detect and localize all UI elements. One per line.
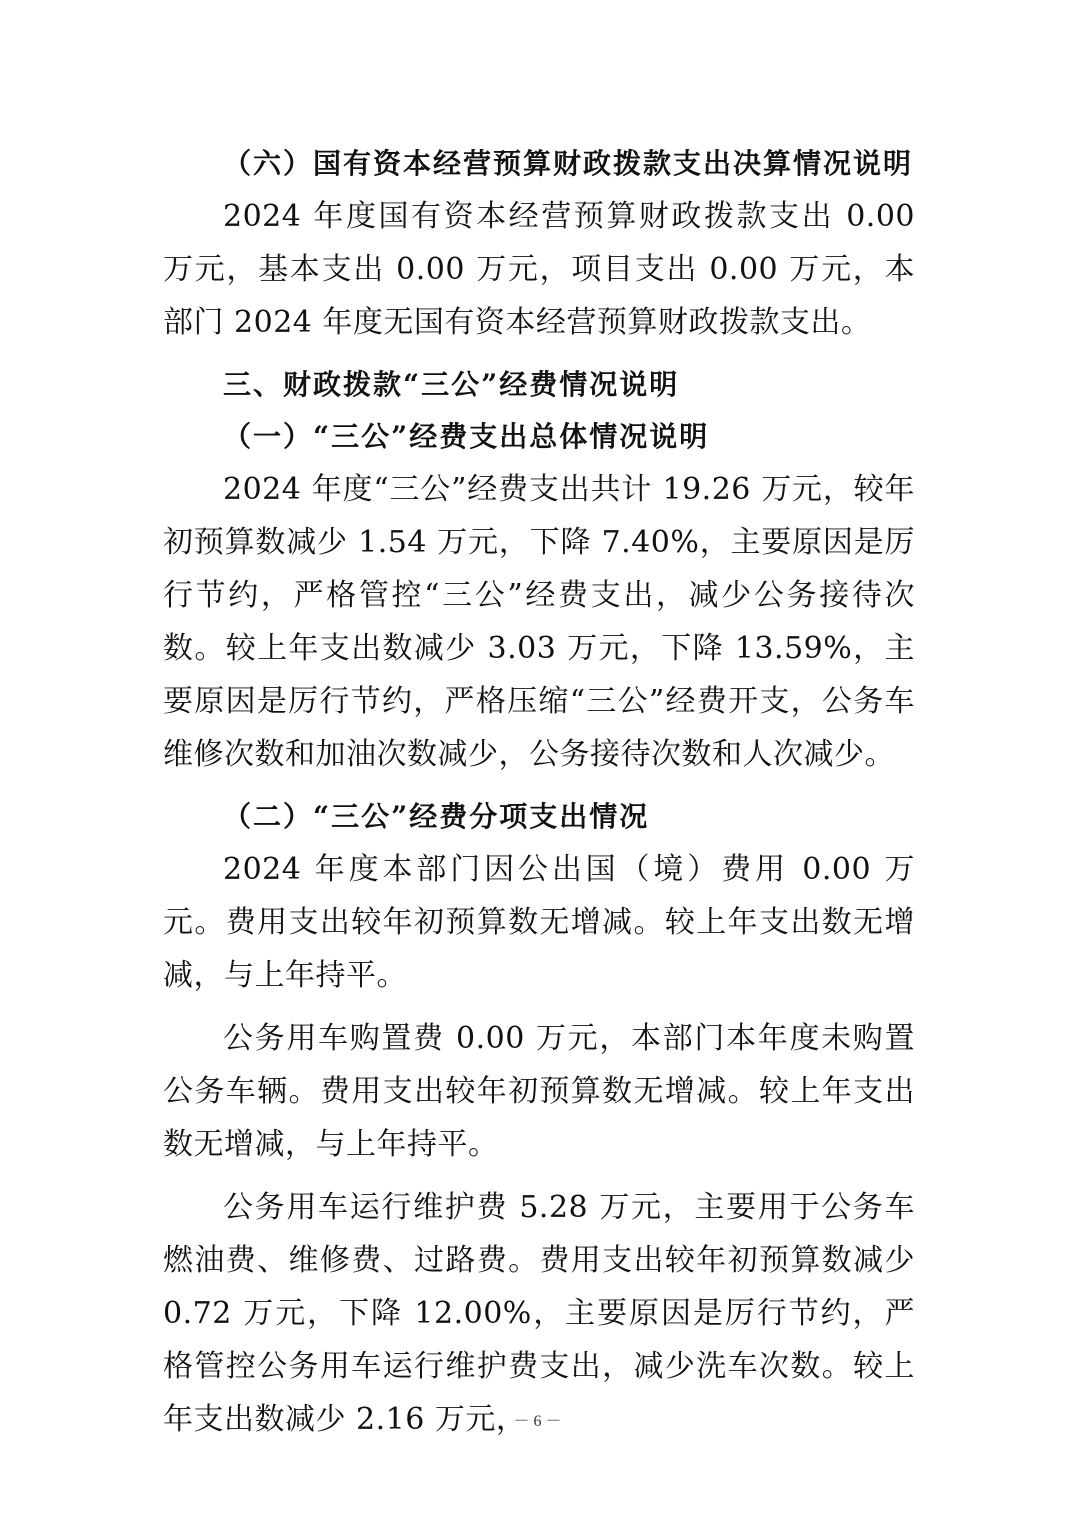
para-state-capital-budget: 2024 年度国有资本经营预算财政拨款支出 0.00 万元，基本支出 0.00 万元，项目支出 0.00 万元，本部门 2024 年度无国有资本经营预算财政拨款支出。 xyxy=(163,199,915,340)
page-number: － 6 － xyxy=(513,1413,562,1430)
para-overseas-travel: 2024 年度本部门因公出国（境）费用 0.00 万元。费用支出较年初预算数无增减。较上年支出数无增减，与上年持平。 xyxy=(163,852,915,993)
para-overall-expenses: 2024 年度“三公”经费支出共计 19.26 万元，较年初预算数减少 1.54 万元，下降 7.40%，主要原因是厉行节约，严格管控“三公”经费支出，减少公务接待次数。较上年支出数减少 3.03 万元，下降 13.59%，主要原因是厉行节约，严格压缩“三公”经费开支，公务车维修次数和加油次数减少，公务接待次数和人次减少。 xyxy=(163,472,915,772)
heading-overall-expenses: （一）“三公”经费支出总体情况说明 xyxy=(223,420,710,453)
document-page xyxy=(163,138,915,1446)
para-vehicle-operation: 公务用车运行维护费 5.28 万元，主要用于公务车燃油费、维修费、过路费。费用支出较年初预算数减少 0.72 万元，下降 12.00%，主要原因是厉行节约，严格管控公务用车运行维护费支出，减少洗车次数。较上年支出数减少 2.16 万元， xyxy=(163,1190,915,1437)
heading-itemized-expenses: （二）“三公”经费分项支出情况 xyxy=(223,800,650,833)
heading-state-capital-budget: （六）国有资本经营预算财政拨款支出决算情况说明 xyxy=(223,147,914,180)
para-vehicle-purchase: 公务用车购置费 0.00 万元，本部门本年度未购置公务车辆。费用支出较年初预算数无增减。较上年支出数无增减，与上年持平。 xyxy=(163,1021,915,1162)
heading-three-public-expenses: 三、财政拨款“三公”经费情况说明 xyxy=(223,368,680,401)
